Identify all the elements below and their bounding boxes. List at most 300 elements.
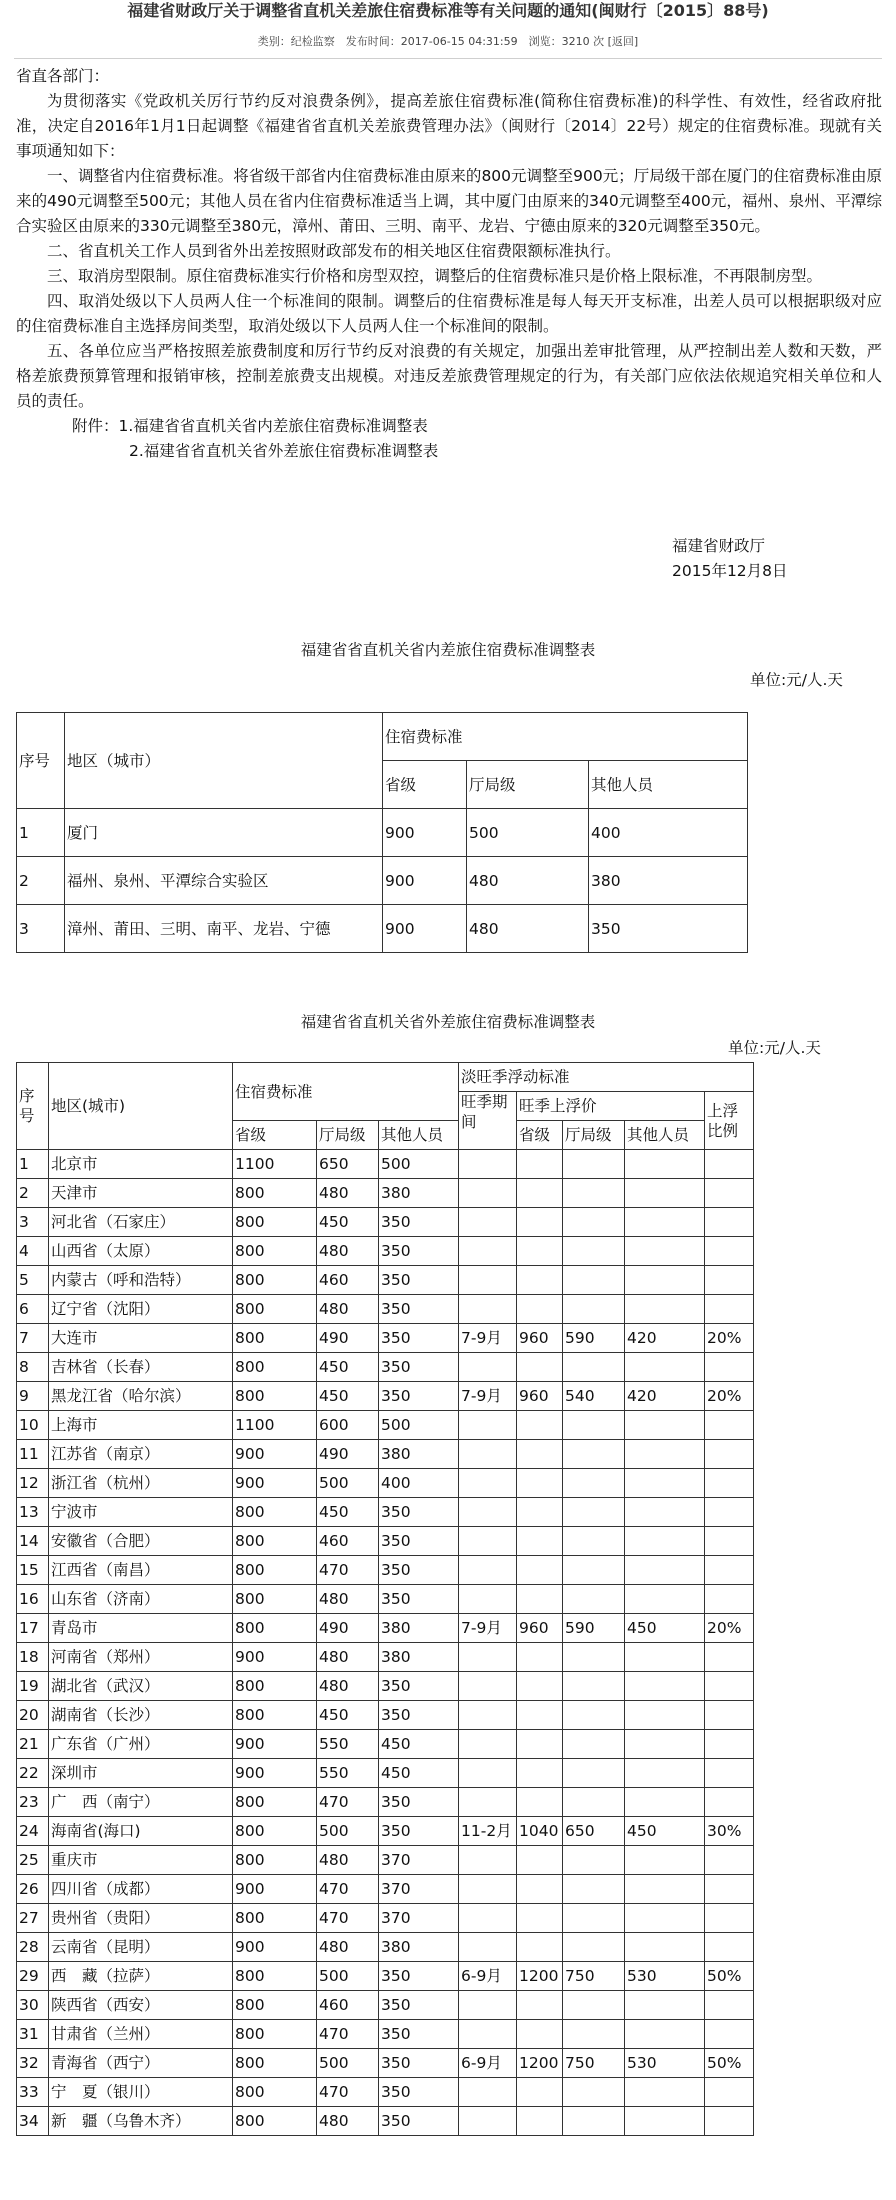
- region-cell: 四川省（成都）: [49, 1875, 233, 1904]
- peak-other-cell: [625, 1875, 705, 1904]
- dept-cell: 460: [317, 1991, 379, 2020]
- peak-prov-cell: [517, 1585, 563, 1614]
- th-region: 地区（城市）: [65, 713, 383, 809]
- seq-cell: 20: [17, 1701, 49, 1730]
- peak-period-cell: [459, 1672, 517, 1701]
- peak-dept-cell: [563, 1527, 625, 1556]
- dept-cell: 490: [317, 1614, 379, 1643]
- other-cell: 350: [379, 1353, 459, 1382]
- rise-cell: 20%: [705, 1614, 754, 1643]
- seq-cell: 24: [17, 1817, 49, 1846]
- other-cell: 450: [379, 1759, 459, 1788]
- region-cell: 天津市: [49, 1179, 233, 1208]
- other-cell: 500: [379, 1150, 459, 1179]
- region-cell: 新 疆（乌鲁木齐）: [49, 2107, 233, 2136]
- peak-other-cell: 530: [625, 2049, 705, 2078]
- th2-other: 其他人员: [379, 1121, 459, 1150]
- region-cell: 辽宁省（沈阳）: [49, 1295, 233, 1324]
- table-row: [17, 1411, 754, 1440]
- prov-cell: 900: [233, 1440, 317, 1469]
- peak-period-cell: [459, 2107, 517, 2136]
- seq-cell: 34: [17, 2107, 49, 2136]
- region-cell: 重庆市: [49, 1846, 233, 1875]
- peak-prov-cell: 1200: [517, 1962, 563, 1991]
- peak-other-cell: [625, 2020, 705, 2049]
- peak-dept-cell: [563, 1788, 625, 1817]
- other-cell: 350: [379, 1962, 459, 1991]
- peak-period-cell: 6-9月: [459, 2049, 517, 2078]
- peak-other-cell: [625, 1440, 705, 1469]
- rise-cell: [705, 2020, 754, 2049]
- prov-cell: 800: [233, 1208, 317, 1237]
- prov-cell: 800: [233, 1846, 317, 1875]
- peak-other-cell: [625, 1208, 705, 1237]
- table-row: [17, 1817, 754, 1846]
- rise-cell: 20%: [705, 1382, 754, 1411]
- rise-cell: [705, 1498, 754, 1527]
- prov-cell: 900: [233, 1933, 317, 1962]
- rise-cell: [705, 1875, 754, 1904]
- peak-other-cell: [625, 1498, 705, 1527]
- seq-cell: 15: [17, 1556, 49, 1585]
- peak-prov-cell: [517, 1179, 563, 1208]
- rise-cell: [705, 1730, 754, 1759]
- peak-prov-cell: [517, 1730, 563, 1759]
- table-row: [17, 1150, 754, 1179]
- seq-cell: 1: [17, 809, 65, 857]
- prov-cell: 800: [233, 1179, 317, 1208]
- region-cell: 大连市: [49, 1324, 233, 1353]
- signature-block: [672, 534, 788, 584]
- other-cell: 500: [379, 1411, 459, 1440]
- dept-cell: 450: [317, 1353, 379, 1382]
- other-cell: 380: [379, 1179, 459, 1208]
- table-row: [17, 2107, 754, 2136]
- seq-cell: 26: [17, 1875, 49, 1904]
- prov-cell: 800: [233, 1701, 317, 1730]
- peak-period-cell: [459, 1701, 517, 1730]
- th2-prov: 省级: [233, 1121, 317, 1150]
- prov-cell: 900: [383, 905, 467, 953]
- other-cell: 380: [379, 1440, 459, 1469]
- peak-other-cell: [625, 1266, 705, 1295]
- seq-cell: 22: [17, 1759, 49, 1788]
- seq-cell: 3: [17, 905, 65, 953]
- peak-dept-cell: [563, 1440, 625, 1469]
- seq-cell: 6: [17, 1295, 49, 1324]
- other-cell: 350: [379, 1208, 459, 1237]
- seq-cell: 2: [17, 1179, 49, 1208]
- peak-dept-cell: [563, 1469, 625, 1498]
- region-cell: 河北省（石家庄）: [49, 1208, 233, 1237]
- rise-cell: [705, 1759, 754, 1788]
- prov-cell: 900: [233, 1469, 317, 1498]
- prov-cell: 900: [233, 1759, 317, 1788]
- peak-prov-cell: [517, 2107, 563, 2136]
- peak-dept-cell: [563, 1237, 625, 1266]
- seq-cell: 18: [17, 1643, 49, 1672]
- prov-cell: 800: [233, 1237, 317, 1266]
- region-cell: 江西省（南昌）: [49, 1556, 233, 1585]
- peak-period-cell: [459, 1933, 517, 1962]
- region-cell: 吉林省（长春）: [49, 1353, 233, 1382]
- peak-period-cell: [459, 1179, 517, 1208]
- peak-period-cell: [459, 2020, 517, 2049]
- paragraph-5: 四、取消处级以下人员两人住一个标准间的限制。调整后的住宿费标准是每人每天开支标准，出差人员可以根据职级对应的住宿费标准自主选择房间类型，取消处级以下人员两人住一个标准间的限制。: [16, 292, 882, 335]
- dept-cell: 470: [317, 1904, 379, 1933]
- dept-cell: 470: [317, 2020, 379, 2049]
- rise-cell: [705, 1933, 754, 1962]
- region-cell: 贵州省（贵阳）: [49, 1904, 233, 1933]
- table-row: [17, 809, 748, 857]
- rise-cell: 20%: [705, 1324, 754, 1353]
- seq-cell: 21: [17, 1730, 49, 1759]
- other-cell: 380: [589, 857, 748, 905]
- other-cell: 380: [379, 1933, 459, 1962]
- prov-cell: 800: [233, 1353, 317, 1382]
- th-std: 住宿费标准: [383, 713, 748, 761]
- peak-period-cell: [459, 1208, 517, 1237]
- peak-prov-cell: [517, 1991, 563, 2020]
- peak-period-cell: [459, 2078, 517, 2107]
- peak-other-cell: [625, 1643, 705, 1672]
- peak-dept-cell: [563, 1585, 625, 1614]
- table-row: [17, 1353, 754, 1382]
- region-cell: 内蒙古（呼和浩特）: [49, 1266, 233, 1295]
- dept-cell: 460: [317, 1266, 379, 1295]
- peak-prov-cell: [517, 1150, 563, 1179]
- dept-cell: 480: [317, 1846, 379, 1875]
- seq-cell: 17: [17, 1614, 49, 1643]
- prov-cell: 800: [233, 1266, 317, 1295]
- other-cell: 400: [379, 1469, 459, 1498]
- paragraph-1: 为贯彻落实《党政机关厉行节约反对浪费条例》，提高差旅住宿费标准(简称住宿费标准)的科学性、有效性，经省政府批准，决定自2016年1月1日起调整《福建省省直机关差旅费管理办法》（闽财行〔2014〕22号）规定的住宿费标准。现就有关事项通知如下：: [16, 92, 882, 160]
- table-row: [17, 1643, 754, 1672]
- seq-cell: 29: [17, 1962, 49, 1991]
- region-cell: 江苏省（南京）: [49, 1440, 233, 1469]
- peak-dept-cell: 650: [563, 1817, 625, 1846]
- peak-dept-cell: [563, 2078, 625, 2107]
- rise-cell: [705, 1266, 754, 1295]
- seq-cell: 3: [17, 1208, 49, 1237]
- prov-cell: 800: [233, 2020, 317, 2049]
- peak-other-cell: 420: [625, 1382, 705, 1411]
- prov-cell: 900: [233, 1875, 317, 1904]
- other-cell: 350: [379, 2107, 459, 2136]
- rise-cell: [705, 1643, 754, 1672]
- dept-cell: 470: [317, 2078, 379, 2107]
- prov-cell: 800: [233, 1788, 317, 1817]
- peak-other-cell: [625, 2078, 705, 2107]
- seq-cell: 16: [17, 1585, 49, 1614]
- peak-dept-cell: [563, 1643, 625, 1672]
- peak-prov-cell: [517, 1411, 563, 1440]
- seq-cell: 28: [17, 1933, 49, 1962]
- prov-cell: 900: [233, 1730, 317, 1759]
- th-dept: 厅局级: [467, 761, 589, 809]
- prov-cell: 800: [233, 1527, 317, 1556]
- rise-cell: [705, 1701, 754, 1730]
- peak-period-cell: 7-9月: [459, 1324, 517, 1353]
- other-cell: 350: [379, 1701, 459, 1730]
- dept-cell: 480: [317, 2107, 379, 2136]
- peak-dept-cell: [563, 1556, 625, 1585]
- table-row: [17, 1904, 754, 1933]
- paragraph-4: 三、取消房型限制。原住宿费标准实行价格和房型双控，调整后的住宿费标准只是价格上限标准，不再限制房型。: [47, 267, 823, 285]
- peak-prov-cell: [517, 1904, 563, 1933]
- peak-period-cell: 6-9月: [459, 1962, 517, 1991]
- rise-cell: [705, 1237, 754, 1266]
- rise-cell: 50%: [705, 2049, 754, 2078]
- peak-other-cell: [625, 1585, 705, 1614]
- peak-dept-cell: 540: [563, 1382, 625, 1411]
- peak-prov-cell: [517, 1295, 563, 1324]
- other-cell: 350: [379, 1556, 459, 1585]
- peak-prov-cell: [517, 1701, 563, 1730]
- dept-cell: 600: [317, 1411, 379, 1440]
- seq-cell: 4: [17, 1237, 49, 1266]
- peak-period-cell: 7-9月: [459, 1382, 517, 1411]
- prov-cell: 800: [233, 1962, 317, 1991]
- region-cell: 黑龙江省（哈尔滨）: [49, 1382, 233, 1411]
- table-row: [17, 1585, 754, 1614]
- other-cell: 350: [379, 1324, 459, 1353]
- dept-cell: 470: [317, 1875, 379, 1904]
- prov-cell: 800: [233, 1556, 317, 1585]
- peak-dept-cell: [563, 1991, 625, 2020]
- peak-other-cell: [625, 2107, 705, 2136]
- seq-cell: 13: [17, 1498, 49, 1527]
- region-cell: 广 西（南宁）: [49, 1788, 233, 1817]
- region-cell: 福州、泉州、平潭综合实验区: [65, 857, 383, 905]
- peak-period-cell: [459, 1730, 517, 1759]
- table-row: [17, 1324, 754, 1353]
- prov-cell: 800: [233, 1991, 317, 2020]
- peak-prov-cell: [517, 1498, 563, 1527]
- region-cell: 西 藏（拉萨）: [49, 1962, 233, 1991]
- rise-cell: [705, 1556, 754, 1585]
- rise-cell: [705, 1672, 754, 1701]
- dept-cell: 480: [317, 1585, 379, 1614]
- peak-period-cell: [459, 1150, 517, 1179]
- peak-dept-cell: 590: [563, 1324, 625, 1353]
- region-cell: 青海省（西宁）: [49, 2049, 233, 2078]
- peak-other-cell: [625, 1237, 705, 1266]
- region-cell: 上海市: [49, 1411, 233, 1440]
- other-cell: 350: [379, 2020, 459, 2049]
- peak-period-cell: [459, 1498, 517, 1527]
- peak-prov-cell: 1200: [517, 2049, 563, 2078]
- other-cell: 450: [379, 1730, 459, 1759]
- peak-other-cell: [625, 1933, 705, 1962]
- peak-prov-cell: 1040: [517, 1817, 563, 1846]
- peak-other-cell: 420: [625, 1324, 705, 1353]
- table-row: [17, 1991, 754, 2020]
- rise-cell: [705, 1179, 754, 1208]
- peak-period-cell: [459, 1353, 517, 1382]
- prov-cell: 800: [233, 1382, 317, 1411]
- other-cell: 380: [379, 1643, 459, 1672]
- greeting: 省直各部门：: [16, 67, 110, 85]
- prov-cell: 1100: [233, 1150, 317, 1179]
- seq-cell: 11: [17, 1440, 49, 1469]
- attachment-1: 附件：1.福建省省直机关省内差旅住宿费标准调整表: [72, 417, 428, 435]
- rise-cell: [705, 1208, 754, 1237]
- peak-dept-cell: [563, 1353, 625, 1382]
- peak-prov-cell: [517, 1643, 563, 1672]
- peak-prov-cell: [517, 1933, 563, 1962]
- dept-cell: 480: [317, 1933, 379, 1962]
- rise-cell: [705, 1411, 754, 1440]
- peak-other-cell: [625, 1295, 705, 1324]
- other-cell: 370: [379, 1846, 459, 1875]
- table-row: [17, 905, 748, 953]
- seq-cell: 33: [17, 2078, 49, 2107]
- table-row: [17, 1498, 754, 1527]
- dept-cell: 480: [317, 1237, 379, 1266]
- table-row: [17, 1382, 754, 1411]
- other-cell: 400: [589, 809, 748, 857]
- rise-cell: [705, 2078, 754, 2107]
- th-seq: 序号: [17, 713, 65, 809]
- dept-cell: 480: [467, 857, 589, 905]
- prov-cell: 800: [233, 2107, 317, 2136]
- other-cell: 350: [379, 2049, 459, 2078]
- seq-cell: 2: [17, 857, 65, 905]
- peak-other-cell: 450: [625, 1614, 705, 1643]
- table-row: [17, 2078, 754, 2107]
- peak-prov-cell: 960: [517, 1382, 563, 1411]
- prov-cell: 800: [233, 1498, 317, 1527]
- seq-cell: 9: [17, 1382, 49, 1411]
- peak-dept-cell: [563, 1295, 625, 1324]
- peak-dept-cell: [563, 1208, 625, 1237]
- table-row: [17, 1672, 754, 1701]
- table-row: [17, 1933, 754, 1962]
- dept-cell: 500: [317, 1962, 379, 1991]
- peak-dept-cell: [563, 1933, 625, 1962]
- peak-prov-cell: [517, 1788, 563, 1817]
- prov-cell: 800: [233, 1324, 317, 1353]
- prov-cell: 800: [233, 1295, 317, 1324]
- dept-cell: 550: [317, 1759, 379, 1788]
- peak-period-cell: [459, 1875, 517, 1904]
- dept-cell: 480: [317, 1643, 379, 1672]
- other-cell: 350: [379, 1527, 459, 1556]
- peak-period-cell: [459, 1411, 517, 1440]
- dept-cell: 470: [317, 1788, 379, 1817]
- peak-dept-cell: [563, 2107, 625, 2136]
- dept-cell: 470: [317, 1556, 379, 1585]
- dept-cell: 490: [317, 1440, 379, 1469]
- prov-cell: 800: [233, 1585, 317, 1614]
- peak-period-cell: [459, 1440, 517, 1469]
- th2-std: 住宿费标准: [233, 1063, 459, 1121]
- peak-prov-cell: [517, 1266, 563, 1295]
- peak-dept-cell: 750: [563, 2049, 625, 2078]
- signature-date: 2015年12月8日: [672, 562, 788, 580]
- table-row: [17, 1208, 754, 1237]
- peak-period-cell: [459, 1846, 517, 1875]
- paragraph-3: 二、省直机关工作人员到省外出差按照财政部发布的相关地区住宿费限额标准执行。: [47, 242, 621, 260]
- peak-period-cell: [459, 1556, 517, 1585]
- other-cell: 350: [379, 1817, 459, 1846]
- region-cell: 湖北省（武汉）: [49, 1672, 233, 1701]
- peak-period-cell: [459, 1759, 517, 1788]
- region-cell: 湖南省（长沙）: [49, 1701, 233, 1730]
- other-cell: 350: [379, 1237, 459, 1266]
- region-cell: 北京市: [49, 1150, 233, 1179]
- table-row: [17, 1730, 754, 1759]
- prov-cell: 800: [233, 1904, 317, 1933]
- table1-unit: 单位:元/人.天: [750, 671, 843, 689]
- table-row: [17, 1556, 754, 1585]
- table-row: [17, 1614, 754, 1643]
- dept-cell: 500: [317, 2049, 379, 2078]
- peak-dept-cell: [563, 1672, 625, 1701]
- other-cell: 350: [379, 1991, 459, 2020]
- peak-dept-cell: [563, 1701, 625, 1730]
- th2-rise: 上浮比例: [705, 1092, 754, 1150]
- other-cell: 350: [379, 1788, 459, 1817]
- other-cell: 350: [379, 1382, 459, 1411]
- peak-period-cell: [459, 1585, 517, 1614]
- other-cell: 380: [379, 1614, 459, 1643]
- peak-dept-cell: [563, 1498, 625, 1527]
- table-row: [17, 1962, 754, 1991]
- table-row: [17, 1759, 754, 1788]
- peak-prov-cell: [517, 1208, 563, 1237]
- prov-cell: 800: [233, 1672, 317, 1701]
- th2-peak-dept: 厅局级: [563, 1121, 625, 1150]
- region-cell: 厦门: [65, 809, 383, 857]
- other-cell: 350: [379, 1585, 459, 1614]
- rise-cell: [705, 1295, 754, 1324]
- rise-cell: [705, 1904, 754, 1933]
- dept-cell: 490: [317, 1324, 379, 1353]
- peak-prov-cell: [517, 1846, 563, 1875]
- dept-cell: 650: [317, 1150, 379, 1179]
- peak-period-cell: [459, 1904, 517, 1933]
- peak-prov-cell: 960: [517, 1614, 563, 1643]
- other-cell: 370: [379, 1875, 459, 1904]
- rise-cell: [705, 1353, 754, 1382]
- peak-other-cell: 530: [625, 1962, 705, 1991]
- region-cell: 漳州、莆田、三明、南平、龙岩、宁德: [65, 905, 383, 953]
- other-cell: 350: [379, 1266, 459, 1295]
- peak-period-cell: [459, 1991, 517, 2020]
- peak-dept-cell: [563, 1266, 625, 1295]
- dept-cell: 480: [317, 1672, 379, 1701]
- peak-dept-cell: [563, 1411, 625, 1440]
- table-outer-province: [16, 1062, 754, 2136]
- peak-dept-cell: [563, 1846, 625, 1875]
- region-cell: 浙江省（杭州）: [49, 1469, 233, 1498]
- peak-prov-cell: [517, 1875, 563, 1904]
- peak-other-cell: 450: [625, 1817, 705, 1846]
- paragraph-6: 五、各单位应当严格按照差旅费制度和厉行节约反对浪费的有关规定，加强出差审批管理，从严控制出差人数和天数，严格差旅费预算管理和报销审核，控制差旅费支出规模。对违反差旅费管理规定的行为，有关部门应依法依规追究相关单位和人员的责任。: [16, 342, 882, 410]
- dept-cell: 500: [317, 1469, 379, 1498]
- dept-cell: 450: [317, 1208, 379, 1237]
- notice-body: [16, 64, 882, 464]
- table2-unit: 单位:元/人.天: [728, 1039, 821, 1057]
- peak-dept-cell: [563, 1179, 625, 1208]
- prov-cell: 900: [233, 1643, 317, 1672]
- seq-cell: 14: [17, 1527, 49, 1556]
- page-title: 福建省财政厅关于调整省直机关差旅住宿费标准等有关问题的通知(闽财行〔2015〕88号): [127, 1, 769, 20]
- dept-cell: 450: [317, 1498, 379, 1527]
- peak-period-cell: [459, 1643, 517, 1672]
